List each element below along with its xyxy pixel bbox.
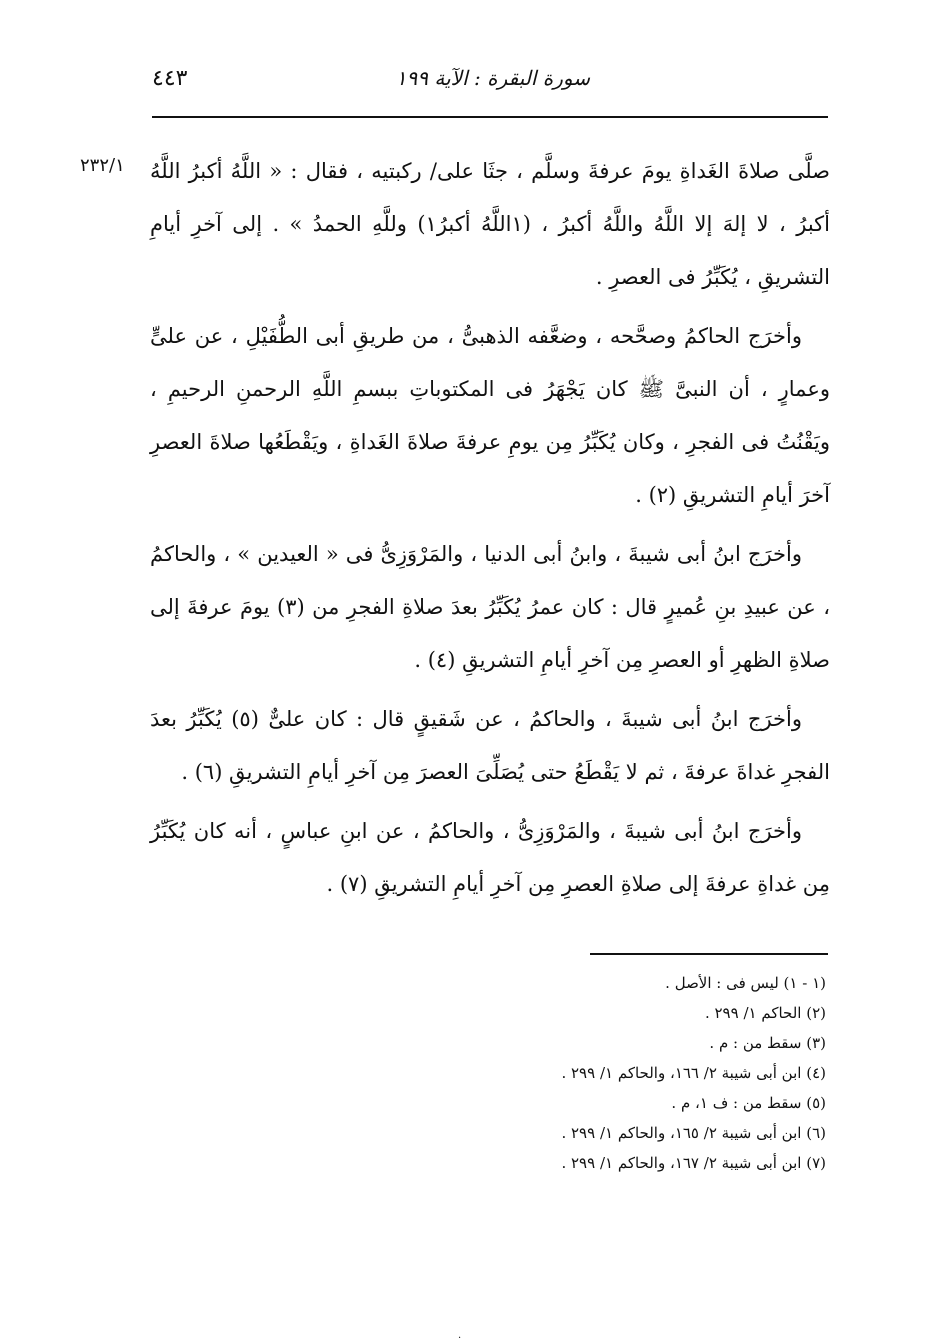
footnote-divider xyxy=(590,953,828,955)
footnote-item: (٣) سقط من : م . xyxy=(709,1034,826,1052)
main-text xyxy=(150,145,830,911)
footnotes-list xyxy=(360,968,826,1178)
paragraph-5: وأخرَج ابنُ أبى شيبةَ ، والمَرْوَزِىُّ ، والحاكمُ ، عن ابنِ عباسٍ ، أنه كان يُكَبِّرُ مِن غداةِ عرفةَ إلى صلاةِ العصرِ مِن آخرِ أيامِ التشريقِ (٧) . xyxy=(150,819,830,896)
footnote-item: (٥) سقط من : ف ١، م . xyxy=(671,1094,826,1112)
page-number: ٤٤٣ xyxy=(152,66,188,91)
footnote-item: (٧) ابن أبى شيبة ٢/ ١٦٧، والحاكم ١/ ٢٩٩ . xyxy=(561,1154,826,1172)
paragraph-3: وأخرَج ابنُ أبى شيبةَ ، وابنُ أبى الدنيا ، والمَرْوَزِىُّ فى « العيدين » ، والحاكمُ ، عن عبيدِ بنِ عُميرٍ قال : كان عمرُ يُكَبِّرُ بعدَ صلاةِ الفجرِ من (٣) يومَ عرفةَ إلى صلاةِ الظهرِ أو العصرِ مِن آخرِ أيامِ التشريقِ (٤) . xyxy=(150,542,830,672)
margin-reference: ٢٣٢/١ xyxy=(80,155,125,176)
header-divider xyxy=(152,116,828,118)
footnote-item: (٦) ابن أبى شيبة ٢/ ١٦٥، والحاكم ١/ ٢٩٩ . xyxy=(561,1124,826,1142)
paragraph-2: وأخرَج الحاكمُ وصحَّحه ، وضعَّفه الذهبىُّ ، من طريقِ أبى الطُّفَيْلِ ، عن علىٍّ وعمارٍ ، أن النبىَّ ﷺ كان يَجْهَرُ فى المكتوباتِ ببسمِ اللَّهِ الرحمنِ الرحيمِ ، ويَقْنُتُ فى الفجرِ ، وكان يُكَبِّرُ مِن يومِ عرفةَ صلاةَ الغَداةِ ، ويَقْطَعُها صلاةَ العصرِ آخرَ أيامِ التشريقِ (٢) . xyxy=(150,324,830,507)
running-header xyxy=(152,62,828,112)
bottom-mark: . xyxy=(458,1330,462,1341)
paragraph-4: وأخرَج ابنُ أبى شيبةَ ، والحاكمُ ، عن شَقيقٍ قال : كان علىٌّ (٥) يُكَبِّرُ بعدَ الفجرِ غداةَ عرفةَ ، ثم لا يَقْطَعُ حتى يُصَلِّىَ العصرَ مِن آخرِ أيامِ التشريقِ (٦) . xyxy=(150,707,830,784)
footnote-item: (١ - ١) ليس فى : الأصل . xyxy=(665,974,826,992)
footnote-item: (٤) ابن أبى شيبة ٢/ ١٦٦، والحاكم ١/ ٢٩٩ . xyxy=(561,1064,826,1082)
running-header-title: سورة البقرة : الآية ١٩٩ xyxy=(395,66,590,90)
paragraph-1: صلَّى صلاةَ الغَداةِ يومَ عرفةَ وسلَّم ، جثَا على/ ركبتيه ، فقال : « اللَّهُ أكبرُ اللَّهُ أكبرُ ، لا إلهَ إلا اللَّهُ واللَّهُ أكبرُ ، (١اللَّهُ أكبرُ١) وللَّهِ الحمدُ » . إلى آخرِ أيامِ التشريقِ ، يُكَبِّرُ فى العصرِ . xyxy=(150,159,830,289)
footnote-item: (٢) الحاكم ١/ ٢٩٩ . xyxy=(704,1004,826,1022)
